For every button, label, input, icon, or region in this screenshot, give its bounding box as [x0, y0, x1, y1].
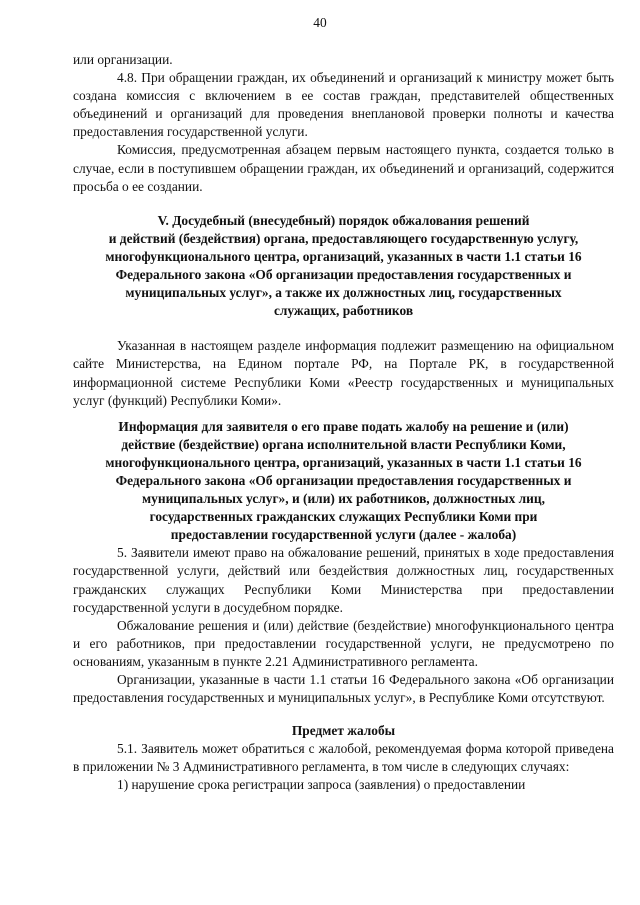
paragraph-5: 5. Заявители имеют право на обжалование решений, принятых в ходе предоставления государственной услуги, действий или бездействия должностных лиц, государственных гражданских служащих Республики Коми Министерства при предоставлении государственной услуги в досудебном порядке. — [73, 545, 614, 615]
paragraph-5-1-item-1: 1) нарушение срока регистрации запроса (заявления) о предоставлении — [117, 777, 526, 793]
section-5-heading: V. Досудебный (внесудебный) порядок обжалования решений и действий (бездействия) органа, предоставляющего государственную услугу, многофункционального центра, организаций, указанных в части 1.1 статьи 16 Федерального закона «Об организации предоставления государственных и муниципальных услуг», а также их должностных лиц, государственных служащих, работников — [105, 212, 582, 319]
subject-heading: Предмет жалобы — [291, 723, 396, 739]
info-heading: Информация для заявителя о его праве подать жалобу на решение и (или) действие (бездействие) органа исполнительной власти Республики Коми, многофункционального центра, организаций, указанных в части 1.1 статьи 16 Федерального закона «Об организации предоставления государственных и муниципальных услуг», и (или) их работников, должностных лиц, государственных гражданских служащих Республики Коми при предоставлении государственной услуги (далее - жалоба) — [105, 418, 582, 543]
paragraph-4-8: 4.8. При обращении граждан, их объединений и организаций к министру может быть создана комиссия с включением в ее состав граждан, представителей общественных объединений и организаций для проведения внеплановой проверки полноты и качества предоставления государственной услуги. — [73, 70, 614, 140]
paragraph-5-1: 5.1. Заявитель может обратиться с жалобой, рекомендуемая форма которой приведена в приложении № 3 Административного регламента, в том числе в следующих случаях: — [73, 741, 614, 775]
page-number: 40 — [313, 15, 327, 30]
page-content — [73, 51, 614, 795]
paragraph-continuation: или организации. — [73, 52, 173, 67]
paragraph-commission: Комиссия, предусмотренная абзацем первым настоящего пункта, создается только в случае, если в поступившем обращении граждан, их объединений и организаций, содержится просьба о ее создании. — [73, 142, 614, 194]
paragraph-publication: Указанная в настоящем разделе информация подлежит размещению на официальном сайте Министерства, на Едином портале РФ, на Портале РК, в государственной информационной системе Республики Коми «Реестр государственных и муниципальных услуг (функций) Республики Коми». — [73, 338, 614, 408]
paragraph-mfc: Обжалование решения и (или) действие (бездействие) многофункционального центра и его работников, при предоставлении государственной услуги, не предусмотрено по основаниям, указанным в пункте 2.21 Административного регламента. — [73, 617, 614, 669]
paragraph-organizations: Организации, указанные в части 1.1 статьи 16 Федерального закона «Об организации предоставления государственных и муниципальных услуг», в Республике Коми отсутствуют. — [73, 672, 614, 706]
